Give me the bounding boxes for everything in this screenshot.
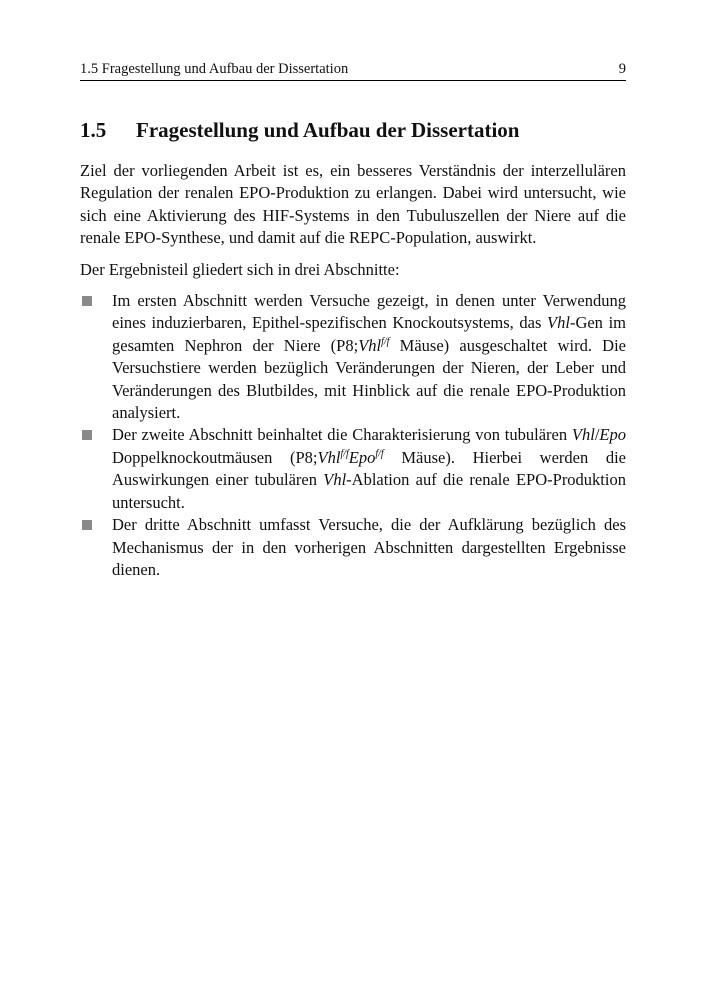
square-bullet-icon	[82, 430, 92, 440]
list-item: Der dritte Abschnitt umfasst Versuche, die der Aufklärung bezüglich des Mechanismus der in den vorherigen Abschnitten dargestellten Ergebnisse dienen.	[80, 514, 626, 581]
outline-lead-paragraph: Der Ergebnisteil gliedert sich in drei Abschnitte:	[80, 259, 400, 279]
intro-paragraph: Ziel der vorliegenden Arbeit ist es, ein besseres Verständnis der interzellulären Regulation der renalen EPO-Produktion zu erlangen. Dabei wird untersucht, wie sich eine Aktivierung des HIF-Systems in den Tubuluszellen der Niere auf die renale EPO-Synthese, und damit auf die REPC-Population, auswirkt.	[80, 161, 626, 248]
page-content	[80, 116, 626, 581]
section-heading	[80, 116, 626, 144]
list-item: Der zweite Abschnitt beinhaltet die Charakterisierung von tubulären Vhl/Epo Doppelknockoutmäusen (P8;Vhl$^{f/f}$Epo$^{f/f}$ Mäuse). Hierbei werden die Auswirkungen einer tubulären Vhl-Ablation auf die renale EPO-Produktion untersucht.	[80, 424, 626, 514]
bullet-list	[80, 290, 626, 581]
section-title: Fragestellung und Aufbau der Dissertation	[136, 118, 520, 142]
section-number: 1.5	[80, 118, 107, 142]
running-title: 1.5 Fragestellung und Aufbau der Dissertation	[80, 61, 349, 77]
square-bullet-icon	[82, 296, 92, 306]
running-header	[80, 60, 626, 81]
page-number: 9	[618, 61, 626, 77]
list-item: Im ersten Abschnitt werden Versuche gezeigt, in denen unter Verwendung eines induzierbaren, Epithel-spezifischen Knockoutsystems, das Vhl-Gen im gesamten Nephron der Niere (P8;Vhl$^{f/f}$ Mäuse) ausgeschaltet wird. Die Versuchstiere werden bezüglich Veränderungen der Nieren, der Leber und Veränderungen des Blutbildes, mit Hinblick auf die renale EPO-Produktion analysiert.	[80, 290, 626, 424]
square-bullet-icon	[82, 520, 92, 530]
